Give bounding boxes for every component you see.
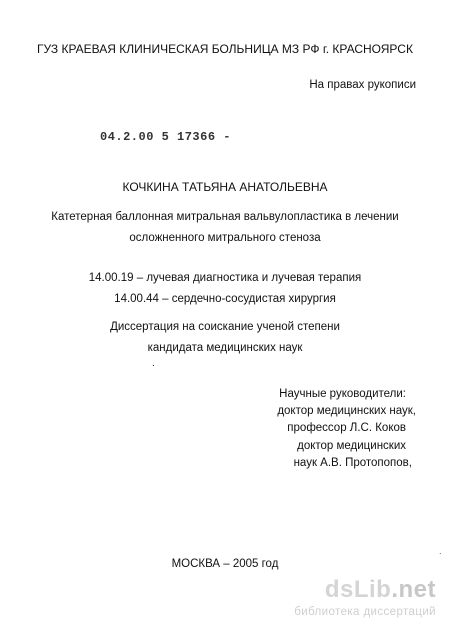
institution-header: ГУЗ КРАЕВАЯ КЛИНИЧЕСКАЯ БОЛЬНИЦА МЗ РФ г. КРАСНОЯРСК	[37, 42, 413, 56]
specialty-code-1: 14.00.19 – лучевая диагностика и лучевая терапия	[88, 272, 362, 284]
city-and-year: МОСКВА – 2005 год	[171, 558, 279, 570]
degree-statement-line-1: Диссертация на соискание ученой степени	[110, 321, 340, 333]
library-catalog-stamp: 04.2.00 5 17366 -	[100, 130, 231, 144]
advisor-line-4: наук А.В. Протопопов,	[293, 457, 412, 469]
advisor-line-3: доктор медицинских	[297, 440, 406, 452]
degree-statement-line-2: кандидата медицинских наук	[147, 342, 303, 354]
advisor-line-1: доктор медицинских наук,	[277, 405, 416, 417]
thesis-title-line-2: осложненного митрального стеноза	[129, 232, 321, 244]
corner-mark: .	[439, 546, 442, 556]
watermark-logo	[325, 576, 436, 604]
author-name: КОЧКИНА ТАТЬЯНА АНАТОЛЬЕВНА	[122, 180, 328, 194]
stray-dot: .	[152, 358, 155, 369]
watermark-logo-suffix: .net	[391, 576, 436, 603]
dslib-watermark	[270, 576, 446, 622]
manuscript-rights-note: На правах рукописи	[309, 79, 416, 91]
watermark-logo-main: dsLib	[324, 576, 392, 603]
watermark-tagline: библиотека диссертаций	[294, 606, 436, 618]
specialty-code-2: 14.00.44 – сердечно-сосудистая хирургия	[114, 293, 336, 305]
thesis-title-line-1: Катетерная баллонная митральная вальвулопластика в лечении	[51, 211, 399, 223]
advisor-line-2: профессор Л.С. Коков	[287, 422, 406, 434]
advisors-heading: Научные руководители:	[279, 388, 406, 400]
